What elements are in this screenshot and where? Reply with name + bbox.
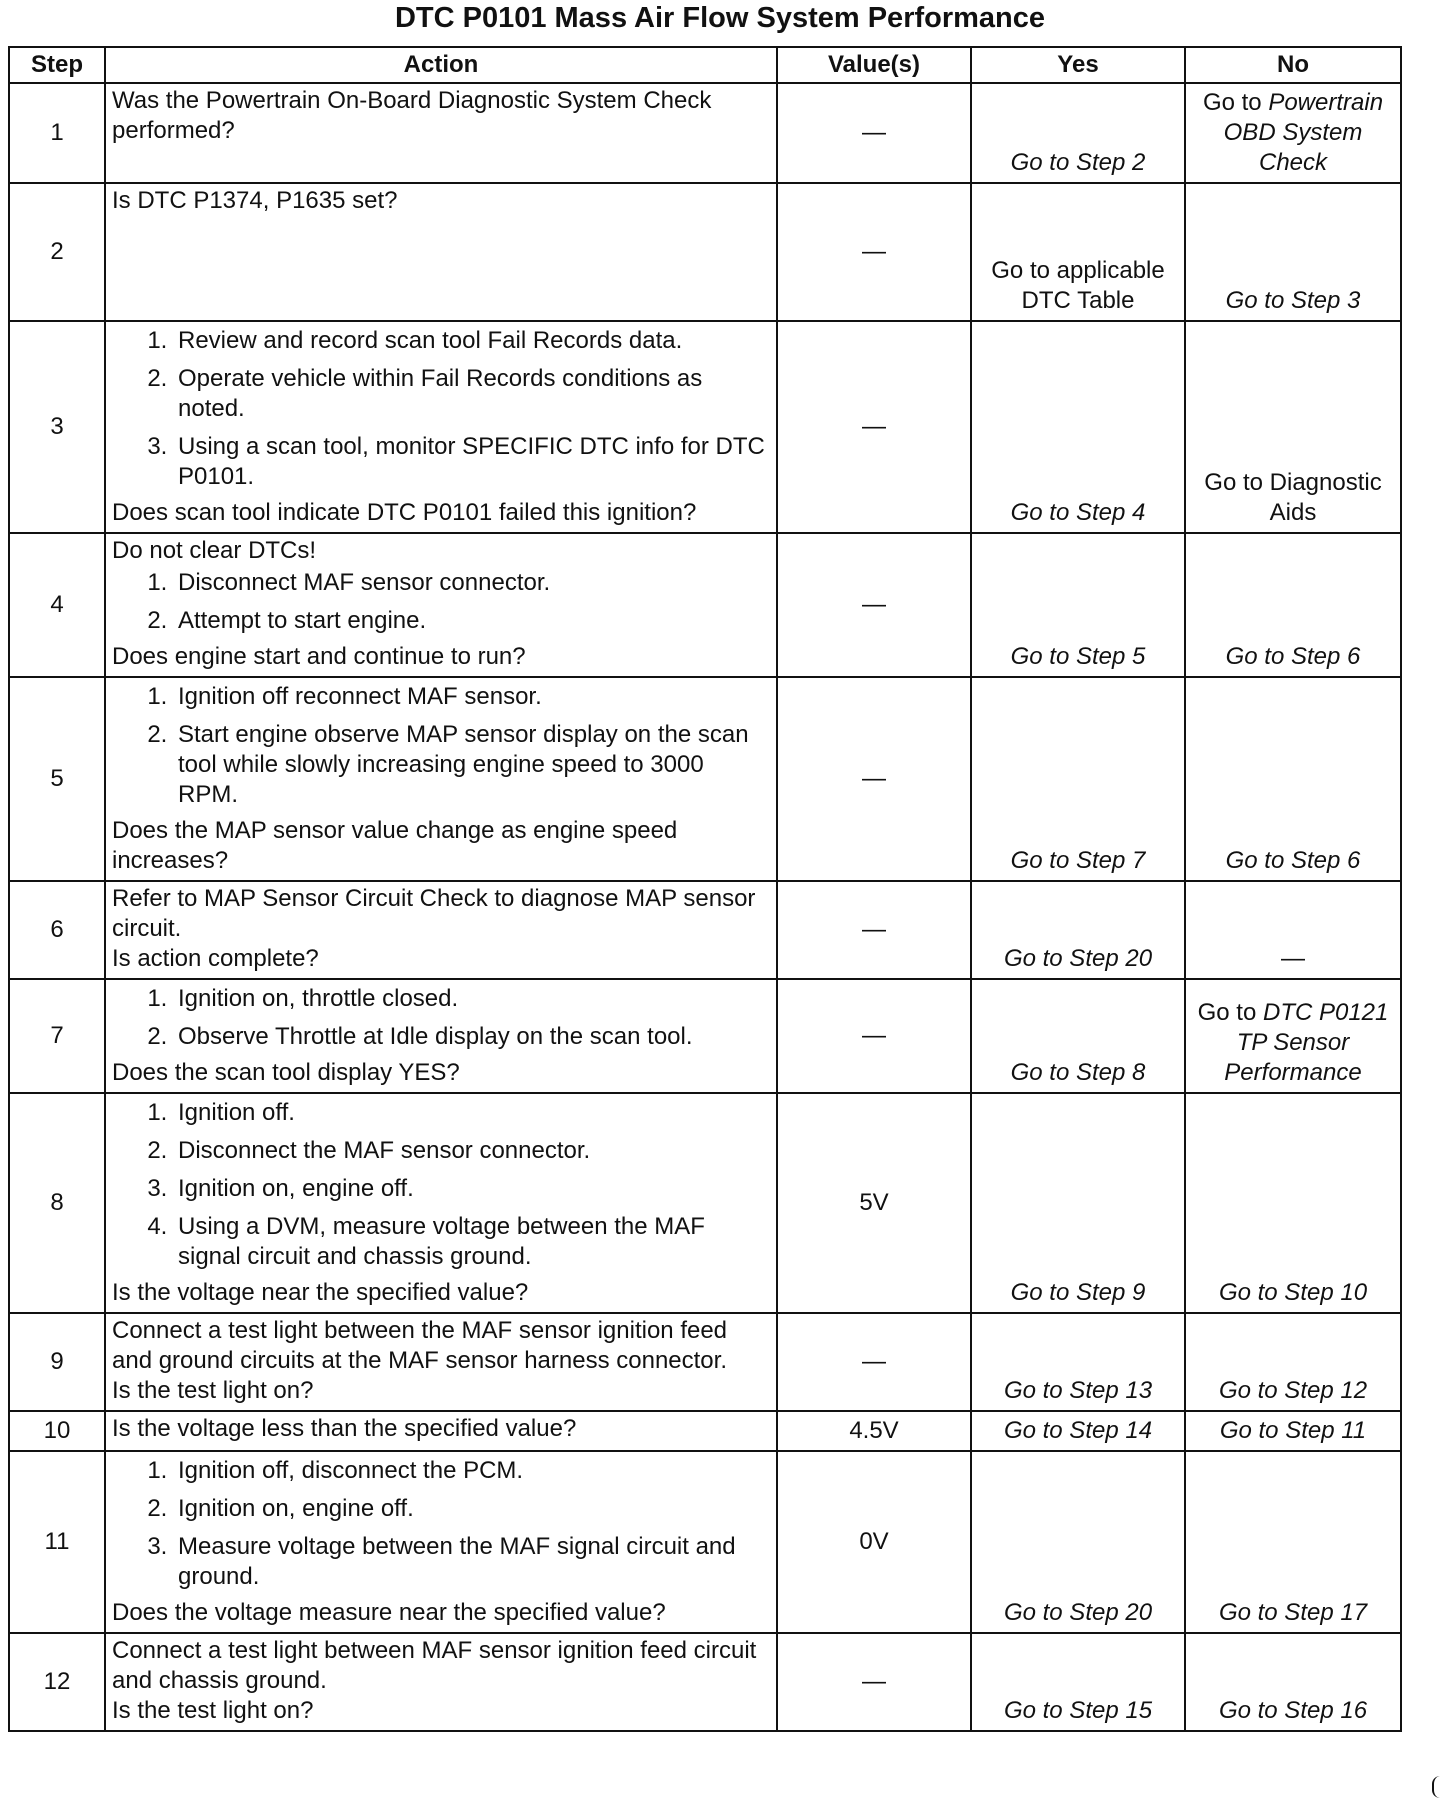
yes-cell: Go to Step 20 bbox=[971, 881, 1185, 979]
action-step-item: 1. Disconnect MAF sensor connector. bbox=[174, 568, 770, 598]
header-step: Step bbox=[9, 47, 105, 83]
action-cell bbox=[105, 183, 777, 321]
action-step-item: 2. Observe Throttle at Idle display on the scan tool. bbox=[174, 1022, 770, 1052]
action-cell bbox=[105, 1093, 777, 1313]
step-number: 5 bbox=[9, 677, 105, 881]
no-cell: Go to Step 16 bbox=[1185, 1633, 1401, 1731]
header-row bbox=[9, 47, 1401, 83]
action-cell bbox=[105, 533, 777, 677]
action-cell bbox=[105, 1411, 777, 1451]
value-cell: — bbox=[777, 321, 971, 533]
action-cell bbox=[105, 1313, 777, 1411]
action-question: Is action complete? bbox=[112, 945, 319, 972]
action-step-item: 3. Measure voltage between the MAF signal circuit and ground. bbox=[174, 1532, 770, 1592]
header-no: No bbox=[1185, 47, 1401, 83]
value-cell: 0V bbox=[777, 1451, 971, 1633]
header-action: Action bbox=[105, 47, 777, 83]
action-intro: Do not clear DTCs! bbox=[112, 537, 317, 564]
margin-mark bbox=[1432, 1776, 1440, 1798]
table-row bbox=[9, 1093, 1401, 1313]
action-step-item: 1. Ignition on, throttle closed. bbox=[174, 984, 770, 1014]
action-step-item: 2. Start engine observe MAP sensor display on the scan tool while slowly increasing engine speed to 3000 RPM. bbox=[174, 720, 770, 810]
action-question: Does the MAP sensor value change as engine speed increases? bbox=[112, 817, 678, 874]
action-intro: Refer to MAP Sensor Circuit Check to diagnose MAP sensor circuit. bbox=[112, 885, 756, 942]
action-question: Does engine start and continue to run? bbox=[112, 643, 526, 670]
no-cell: Go to Diagnostic Aids bbox=[1185, 321, 1401, 533]
action-steps bbox=[112, 568, 770, 636]
no-cell: Go to Step 12 bbox=[1185, 1313, 1401, 1411]
action-steps bbox=[112, 326, 770, 492]
action-step-item: 4. Using a DVM, measure voltage between the MAF signal circuit and chassis ground. bbox=[174, 1212, 770, 1272]
action-question: Is the voltage near the specified value? bbox=[112, 1279, 529, 1306]
yes-cell: Go to Step 15 bbox=[971, 1633, 1185, 1731]
value-cell: 4.5V bbox=[777, 1411, 971, 1451]
step-number: 8 bbox=[9, 1093, 105, 1313]
no-cell: Go to Step 3 bbox=[1185, 183, 1401, 321]
action-question: Was the Powertrain On-Board Diagnostic System Check performed? bbox=[112, 87, 712, 144]
action-step-item: 3. Ignition on, engine off. bbox=[174, 1174, 770, 1204]
action-steps bbox=[112, 984, 770, 1052]
action-question: Does the voltage measure near the specified value? bbox=[112, 1599, 666, 1626]
reference-text: DTC P0121 TP Sensor Performance bbox=[1224, 999, 1389, 1086]
table-row bbox=[9, 1411, 1401, 1451]
step-number: 11 bbox=[9, 1451, 105, 1633]
action-cell bbox=[105, 321, 777, 533]
yes-cell: Go to Step 20 bbox=[971, 1451, 1185, 1633]
table-body bbox=[9, 83, 1401, 1731]
action-step-item: 1. Ignition off reconnect MAF sensor. bbox=[174, 682, 770, 712]
no-cell: Go to Step 10 bbox=[1185, 1093, 1401, 1313]
action-step-item: 2. Disconnect the MAF sensor connector. bbox=[174, 1136, 770, 1166]
no-cell: Go to Step 17 bbox=[1185, 1451, 1401, 1633]
header-yes: Yes bbox=[971, 47, 1185, 83]
yes-cell: Go to Step 13 bbox=[971, 1313, 1185, 1411]
action-question: Is the voltage less than the specified value? bbox=[112, 1415, 577, 1442]
action-cell bbox=[105, 881, 777, 979]
action-step-item: 2. Attempt to start engine. bbox=[174, 606, 770, 636]
action-cell bbox=[105, 677, 777, 881]
yes-cell: Go to Step 9 bbox=[971, 1093, 1185, 1313]
no-cell: Go to Step 11 bbox=[1185, 1411, 1401, 1451]
table-row bbox=[9, 83, 1401, 183]
action-steps bbox=[112, 682, 770, 810]
value-cell: — bbox=[777, 979, 971, 1093]
action-question: Does the scan tool display YES? bbox=[112, 1059, 460, 1086]
step-number: 12 bbox=[9, 1633, 105, 1731]
action-step-item: 2. Operate vehicle within Fail Records conditions as noted. bbox=[174, 364, 770, 424]
table-row bbox=[9, 979, 1401, 1093]
no-cell: Go to Powertrain OBD System Check bbox=[1185, 83, 1401, 183]
action-steps bbox=[112, 1456, 770, 1592]
action-intro: Connect a test light between MAF sensor ignition feed circuit and chassis ground. bbox=[112, 1637, 757, 1694]
value-cell: — bbox=[777, 183, 971, 321]
table-row bbox=[9, 183, 1401, 321]
yes-cell: Go to Step 5 bbox=[971, 533, 1185, 677]
yes-cell: Go to Step 7 bbox=[971, 677, 1185, 881]
table-row bbox=[9, 881, 1401, 979]
step-number: 1 bbox=[9, 83, 105, 183]
table-row bbox=[9, 1451, 1401, 1633]
step-number: 4 bbox=[9, 533, 105, 677]
header-value: Value(s) bbox=[777, 47, 971, 83]
action-cell bbox=[105, 979, 777, 1093]
yes-cell: Go to applicable DTC Table bbox=[971, 183, 1185, 321]
value-cell: — bbox=[777, 1313, 971, 1411]
value-cell: — bbox=[777, 881, 971, 979]
step-number: 2 bbox=[9, 183, 105, 321]
action-question: Does scan tool indicate DTC P0101 failed this ignition? bbox=[112, 499, 697, 526]
step-number: 9 bbox=[9, 1313, 105, 1411]
action-step-item: 1. Ignition off, disconnect the PCM. bbox=[174, 1456, 770, 1486]
value-cell: — bbox=[777, 1633, 971, 1731]
no-cell: Go to DTC P0121 TP Sensor Performance bbox=[1185, 979, 1401, 1093]
action-step-item: 3. Using a scan tool, monitor SPECIFIC DTC info for DTC P0101. bbox=[174, 432, 770, 492]
yes-cell: Go to Step 14 bbox=[971, 1411, 1185, 1451]
step-number: 10 bbox=[9, 1411, 105, 1451]
no-cell: Go to Step 6 bbox=[1185, 533, 1401, 677]
action-cell bbox=[105, 83, 777, 183]
step-number: 3 bbox=[9, 321, 105, 533]
action-question: Is the test light on? bbox=[112, 1697, 314, 1724]
action-step-item: 1. Review and record scan tool Fail Records data. bbox=[174, 326, 770, 356]
yes-cell: Go to Step 8 bbox=[971, 979, 1185, 1093]
value-cell: — bbox=[777, 533, 971, 677]
table-row bbox=[9, 1633, 1401, 1731]
yes-cell: Go to Step 2 bbox=[971, 83, 1185, 183]
action-question: Is the test light on? bbox=[112, 1377, 314, 1404]
action-step-item: 2. Ignition on, engine off. bbox=[174, 1494, 770, 1524]
diagnostic-table bbox=[8, 46, 1402, 1732]
action-question: Is DTC P1374, P1635 set? bbox=[112, 187, 398, 214]
table-row bbox=[9, 321, 1401, 533]
table-row bbox=[9, 533, 1401, 677]
reference-text: Powertrain OBD System Check bbox=[1223, 89, 1384, 176]
page-title: DTC P0101 Mass Air Flow System Performance bbox=[394, 2, 1046, 34]
action-steps bbox=[112, 1098, 770, 1272]
no-cell: Go to Step 6 bbox=[1185, 677, 1401, 881]
action-cell bbox=[105, 1633, 777, 1731]
value-cell: — bbox=[777, 83, 971, 183]
action-cell bbox=[105, 1451, 777, 1633]
step-number: 7 bbox=[9, 979, 105, 1093]
action-step-item: 1. Ignition off. bbox=[174, 1098, 770, 1128]
no-cell: — bbox=[1185, 881, 1401, 979]
value-cell: — bbox=[777, 677, 971, 881]
value-cell: 5V bbox=[777, 1093, 971, 1313]
table-row bbox=[9, 1313, 1401, 1411]
table-row bbox=[9, 677, 1401, 881]
action-intro: Connect a test light between the MAF sensor ignition feed and ground circuits at the MAF sensor harness connector. bbox=[112, 1317, 728, 1374]
step-number: 6 bbox=[9, 881, 105, 979]
yes-cell: Go to Step 4 bbox=[971, 321, 1185, 533]
